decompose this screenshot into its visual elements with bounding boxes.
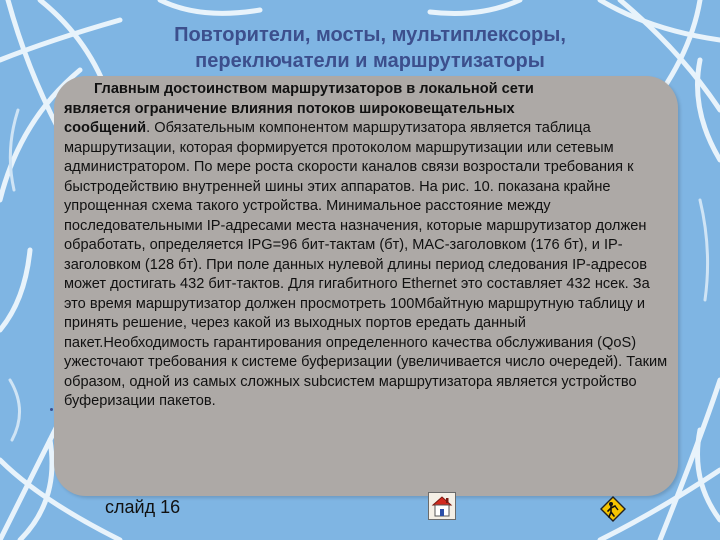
- home-button[interactable]: [428, 492, 456, 520]
- lead-text-line1: Главным достоинством маршрутизаторов в локальной сети: [94, 81, 534, 97]
- slide-number-label: слайд 16: [105, 497, 181, 517]
- slide-title-line1: Повторители, мосты, мультиплексоры,: [174, 24, 566, 46]
- help-button[interactable]: [600, 496, 626, 522]
- body-text: [64, 80, 674, 412]
- slide-title: [90, 22, 650, 74]
- slide-title-line2: переключатели и маршрутизаторы: [195, 50, 545, 72]
- bullet-dot: [50, 408, 53, 411]
- body-paragraph: . Обязательным компонентом маршрутизатора является таблица маршрутизации, которая формируется протоколом маршрутизации или сетевым администратором. По мере роста скорости каналов связи возростали требования к быстродействию внутренней шины этих аппаратов. На рис. 10. показана крайне упрощенная схема такого устройства. Минимальное расстояние между последовательными IP-адресами места назначения, которые маршрутизатор должен обработать, определяется IPG=96 бит-тактам (бт), MAC-заголовком (176 бт), и IP-заголовком (128 бт). При поле данных нулевой длины период следования IP-адресов может достигать 432 бит-тактов. Для гигабитного Ethernet это составляет 432 нсек. За это время маршрутизатор должен просмотреть 100Мбайтную маршрутную таблицу и принять решение, через какой из выходных портов ередать данный пакет.Необходимость гарантирования определенного качества обслуживания (QoS) ужесточают требования к системе буферизации (увеличивается число очередей). Таким образом, одной из самых сложных subсистем маршрутизатора является устройство буферизации пакетов.: [64, 120, 668, 409]
- help-icon: [600, 496, 626, 522]
- lead-text-line2: является ограничение влияния потоков широковещательных: [64, 100, 515, 117]
- home-icon: [428, 492, 456, 520]
- lead-text-line3: сообщений: [64, 120, 147, 136]
